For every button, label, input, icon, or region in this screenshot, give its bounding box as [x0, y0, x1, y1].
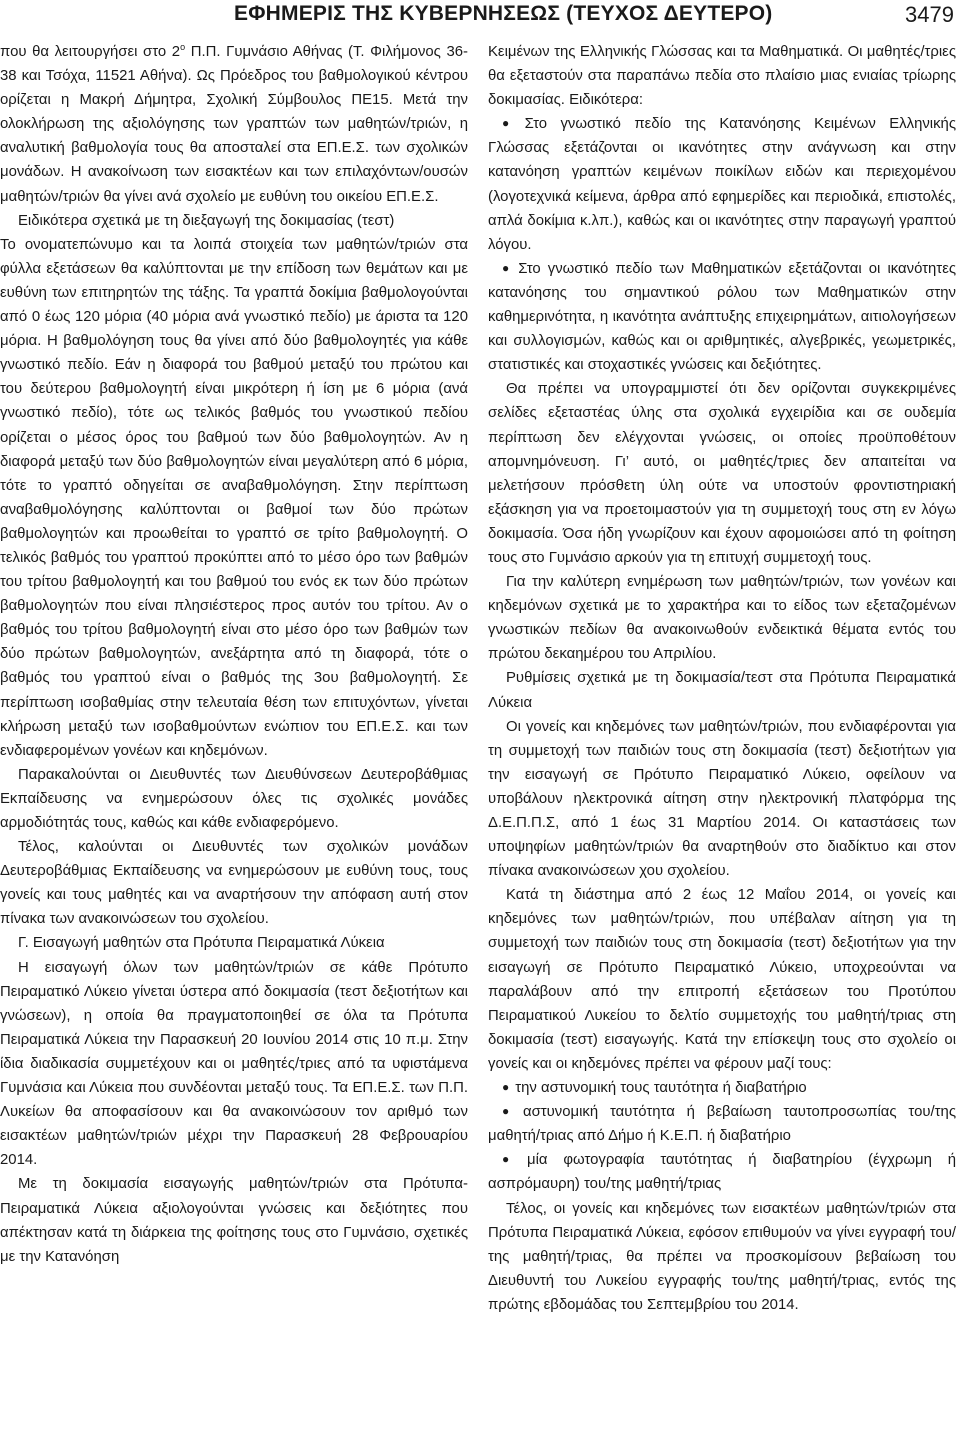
bullet-item: ● Στο γνωστικό πεδίο των Μαθηματικών εξετάζονται οι ικανότητες κατανόησης του σημαντικού ρόλου των Μαθηματικών στην καθημερινότητα, η ικανότητα ανάπτυξης επιχειρημάτων, αιτιολογήσεων και συλλογισμών, καθώς και οι αριθμητικές, αλγεβρικές, γεωμετρικές, στατιστικές και στοχαστικές γνώσεις και δεξιότητες.	[488, 257, 956, 377]
paragraph: Η εισαγωγή όλων των μαθητών/τριών σε κάθε Πρότυπο Πειραματικό Λύκειο γίνεται ύστερα από δοκιμασία (τεστ δεξιοτήτων και γνώσεων), η οποία θα πραγματοποιηθεί σε όλα τα Πρότυπα Πειραματικά Λύκεια την Παρασκευή 20 Ιουνίου 2014 στις 10 π.μ. Στην ίδια διαδικασία συμμετέχουν και οι μαθητές/τριες από τα υφιστάμενα Γυμνάσια και Λύκεια που συνδέονται μεταξύ τους. Τα ΕΠ.Ε.Σ. των Π.Π. Λυκείων θα αποφασίσουν και θα ανακοινώσουν τον αριθμό των εισακτέων μαθητών/τριών μέχρι την Παρασκευή 28 Φεβρουαρίου 2014.	[0, 959, 468, 1169]
section-heading: Γ. Εισαγωγή μαθητών στα Πρότυπα Πειραματικά Λύκεια	[18, 935, 385, 952]
gazette-title: ΕΦΗΜΕΡΙΣ ΤΗΣ ΚΥΒΕΡΝΗΣΕΩΣ (ΤΕΥΧΟΣ ΔΕΥΤΕΡΟ)	[234, 2, 773, 25]
paragraph: Για την καλύτερη ενημέρωση των μαθητών/τριών, των γονέων και κηδεμόνων σχετικά με το χαρακτήρα και το είδος των εξεταζομένων γνωστικών πεδίων θα ανακοινωθούν ενδεικτικά θέματα εντός του πρώτου δεκαημέρου του Απριλίου.	[488, 574, 956, 663]
paragraph: Θα πρέπει να υπογραμμιστεί ότι δεν ορίζονται συγκεκριμένες σελίδες εξεταστέας ύλης στα σχολικά εγχειρίδια και σε ουδεμία περίπτωση δεν ελέγχονται γνώσεις, οι οποίες προϋποθέτουν απομνημόνευση. Γι’ αυτό, οι μαθητές/τριες δεν απαιτείται να μελετήσουν πρόσθετη ύλη ούτε να υποστούν φροντιστηριακή εξάσκηση για να προετοιμαστούν για τη συμμετοχή τους στη εν λόγω δοκιμασία. Όσα ήδη γνωρίζουν και έχουν αφομοιώσει από τη φοίτηση τους στο Γυμνάσιο αρκούν για τη επιτυχή συμμετοχή τους.	[488, 381, 956, 566]
bullet-item: ● αστυνομική ταυτότητα ή βεβαίωση ταυτοπροσωπίας του/της μαθητή/τριας από Δήμο ή Κ.Ε.Π. ή διαβατήριο	[488, 1100, 956, 1148]
paragraph: που θα λειτουργήσει στο $2^o$ Π.Π. Γυμνάσιο Αθήνας (Τ. Φιλήμονος 36-38 και Τσόχα, 11521 Αθήνα). Ως Πρόεδρος του βαθμολογικού κέντρου ορίζεται η Μακρή Δήμητρα, Σχολική Σύμβουλος ΠΕ15. Μετά την ολοκλήρωση της αξιολόγησης των γραπτών των μαθητών/τριών, η αναλυτική βαθμολογία τους θα αποσταλεί στα ΕΠ.Ε.Σ. των σχολικών μονάδων. Η ανακοίνωση των εισακτέων και των επιλαχόντων/ουσών μαθητών/τριών θα γίνει ανά σχολείο με ευθύνη του οικείου ΕΠ.Ε.Σ.	[0, 42, 468, 205]
paragraph: Οι γονείς και κηδεμόνες των μαθητών/τριών, που ενδιαφέρονται για τη συμμετοχή των παιδιών τους στη δοκιμασία (τεστ) δεξιοτήτων για την εισαγωγή σε Πρότυπο Πειραματικό Λύκειο, οφείλουν να υποβάλουν ηλεκτρονικά αίτηση στην ηλεκτρονική πλατφόρμα της Δ.Ε.Π.Π.Σ, από 1 έως 31 Μαρτίου 2014. Οι καταστάσεις των υποψηφίων μαθητών/τριών θα αναρτηθούν στο διαδίκτυο και στον πίνακα ανακοινώσεων χου σχολείου.	[488, 718, 956, 880]
paragraph: Κειμένων της Ελληνικής Γλώσσας και τα Μαθηματικά. Οι μαθητές/τριες θα εξεταστούν στα παραπάνω πεδία στο πλαίσιο μιας ενιαίας τρίωρης δοκιμασίας. Ειδικότερα:	[488, 44, 956, 109]
paragraph: Τέλος, οι γονείς και κηδεμόνες των εισακτέων μαθητών/τριών στα Πρότυπα Πειραματικά Λύκεια, εφόσον επιθυμούν να γίνει εγγραφή του/της μαθητή/τριας, θα πρέπει να προσκομίσουν βεβαίωση του Διευθυντή του Λυκείου εγγραφής του/της μαθητή/τριας, εντός της πρώτης εβδομάδας του Σεπτεμβρίου του 2014.	[488, 1200, 956, 1313]
paragraph: Κατά τη διάστημα από 2 έως 12 Μαΐου 2014, οι γονείς και κηδεμόνες των μαθητών/τριών, που υπέβαλαν αίτηση για τη συμμετοχή των παιδιών τους στη δοκιμασία (τεστ) δεξιοτήτων για την εισαγωγή σε Πρότυπο Πειραματικό Λύκειο, υποχρεούνται να παραλάβουν από την επιτροπή εξετάσεων του Προτύπου Πειραματικού Λυκείου το δελτίο συμμετοχής του μαθητή/τριας στη δοκιμασία (τεστ) εισαγωγής. Κατά την επίσκεψη τους στο σχολείο οι γονείς και οι κηδεμόνες πρέπει να φέρουν μαζί τους:	[488, 887, 956, 1072]
page-header	[0, 0, 960, 38]
right-column	[488, 40, 956, 1428]
bullet-item: ● μία φωτογραφία ταυτότητας ή διαβατηρίου (έγχρωμη ή ασπρόμαυρη) του/της μαθητή/τριας	[488, 1148, 956, 1196]
paragraph: Το ονοματεπώνυμο και τα λοιπά στοιχεία των μαθητών/τριών στα φύλλα εξετάσεων θα καλύπτονται με την επίδοση των θεμάτων και με ευθύνη των επιτηρητών της τάξης. Τα γραπτά δοκίμια βαθμολογούνται από 0 έως 120 μόρια (40 μόρια ανά γνωστικό πεδίο) με άριστα τα 120 μόρια. Η βαθμολόγηση τους θα γίνει από δύο βαθμολογητές για κάθε γνωστικό πεδίο. Εάν η διαφορά του βαθμού μεταξύ του πρώτου και του δεύτερου βαθμολογητή είναι μικρότερη ή ίση με 6 μόρια (ανά γνωστικό πεδίο), τότε ως τελικός βαθμός του γνωστικού πεδίου ορίζεται ο μέσος όρος του βαθμού των δύο βαθμολογητών. Αν η διαφορά μεταξύ των δύο βαθμολογητών είναι μεγαλύτερη από 6 μόρια, τότε το γραπτό οδηγείται σε αναβαθμολόγηση. Στην περίπτωση αναβαθμολόγησης καλύπτονται οι βαθμοί των δύο πρώτων βαθμολογητών και προωθείται το γραπτό σε τρίτο βαθμολογητή. Ο τελικός βαθμός του γραπτού προκύπτει από το μέσο όρο των βαθμών του τρίτου βαθμολογητή και του βαθμού του ενός εκ των δύο πρώτων βαθμολογητών που είναι πλησιέστερος προς αυτόν του τρίτου. Αν ο βαθμός του τρίτου βαθμολογητή είναι στο μέσο όρο των βαθμών των δύο πρώτων βαθμολογητών, ανεξάρτητα από τη διαφορά, τότε ο βαθμός του γραπτού είναι ο βαθμός της 3ου βαθμολογητή. Σε περίπτωση ισοβαθμίας στην τελευταία θέση των επιτυχόντων, γίνεται κλήρωση μεταξύ των ισοβαθμούντων ενώπιον του ΕΠ.Ε.Σ. και των ενδιαφερομένων γονέων και κηδεμόνων.	[0, 236, 468, 759]
paragraph: Τέλος, καλούνται οι Διευθυντές των σχολικών μονάδων Δευτεροβάθμιας Εκπαίδευσης να ενημερώσουν με ευθύνη τους, τους γονείς και τους μαθητές και να αναρτήσουν την απόφαση αυτή στον πίνακα των ανακοινώσεων του σχολείου.	[0, 839, 468, 928]
paragraph: Ειδικότερα σχετικά με τη διεξαγωγή της δοκιμασίας (τεστ)	[18, 212, 395, 229]
paragraph: Παρακαλούνται οι Διευθυντές των Διευθύνσεων Δευτεροβάθμιας Εκπαίδευσης να ενημερώσουν όλες τις σχολικές μονάδες αρμοδιότητάς τους, καθώς και κάθε ενδιαφερόμενο.	[0, 766, 468, 831]
bullet-item: ● την αστυνομική τους ταυτότητα ή διαβατήριο	[488, 1076, 956, 1100]
bullet-item: ● Στο γνωστικό πεδίο της Κατανόησης Κειμένων Ελληνικής Γλώσσας εξετάζονται οι ικανότητες στην ανάγνωση και στην κατανόηση γραπτών κειμένων ποικίλων ειδών και περιεχομένου (λογοτεχνικά κείμενα, άρθρα από εφημερίδες και περιοδικά, επιστολές, απλά δοκίμια κ.λπ.), καθώς και οι ικανότητες στην παραγωγή γραπτού λόγου.	[488, 112, 956, 257]
left-column	[0, 40, 468, 1428]
paragraph: Με τη δοκιμασία εισαγωγής μαθητών/τριών στα Πρότυπα-Πειραματικά Λύκεια αξιολογούνται γνώσεις και δεξιότητες που απέκτησαν κατά τη διάρκεια της φοίτησης τους στο Γυμνάσιο, σχετικές με την Κατανόηση	[0, 1176, 468, 1265]
page-number: 3479	[905, 2, 954, 27]
section-heading: Ρυθμίσεις σχετικά με τη δοκιμασία/τεστ στα Πρότυπα Πειραματικά Λύκεια	[488, 670, 956, 711]
